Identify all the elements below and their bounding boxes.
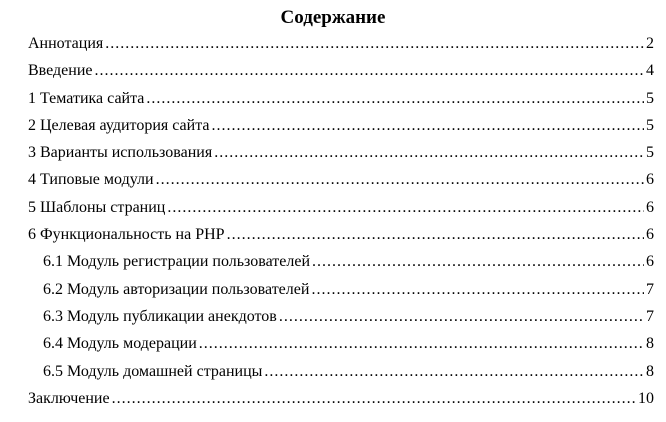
toc-entry-label: 4 Типовые модули	[28, 171, 154, 189]
toc-dot-leader	[279, 303, 644, 330]
toc-list	[28, 30, 654, 412]
toc-dot-leader	[312, 248, 644, 275]
toc-entry-label: 2 Целевая аудитория сайта	[28, 116, 210, 134]
toc-subentry	[28, 276, 654, 303]
toc-dot-leader	[311, 276, 644, 303]
toc-dot-leader	[199, 330, 644, 357]
toc-entry	[28, 385, 654, 412]
toc-subentry	[28, 330, 654, 357]
toc-entry	[28, 166, 654, 193]
toc-entry-page: 6	[646, 226, 654, 244]
toc-dot-leader	[227, 221, 644, 248]
toc-dot-leader	[146, 85, 644, 112]
toc-entry-label: 6 Функциональность на PHP	[28, 226, 225, 244]
toc-entry-page: 8	[646, 335, 654, 353]
toc-entry-label: 6.2 Модуль авторизации пользователей	[43, 280, 310, 298]
toc-entry	[28, 194, 654, 221]
toc-dot-leader	[214, 139, 644, 166]
toc-entry-page: 7	[646, 280, 654, 298]
toc-entry-label: 3 Варианты использования	[28, 144, 213, 162]
toc-subentry	[28, 248, 654, 275]
toc-subentry	[28, 358, 654, 385]
toc-dot-leader	[211, 112, 644, 139]
toc-entry-page: 5	[646, 116, 654, 134]
toc-entry	[28, 221, 654, 248]
toc-entry-page: 10	[638, 389, 654, 407]
toc-entry-page: 8	[646, 362, 654, 380]
toc-entry-page: 6	[646, 198, 654, 216]
toc-entry-label: Заключение	[28, 389, 110, 407]
toc-entry-label: 6.5 Модуль домашней страницы	[43, 362, 263, 380]
toc-entry-label: 6.1 Модуль регистрации пользователей	[43, 253, 311, 271]
toc-entry-label: Аннотация	[28, 35, 104, 52]
toc-dot-leader	[156, 166, 644, 193]
toc-entry-page: 6	[646, 171, 654, 189]
toc-dot-leader	[167, 194, 644, 221]
toc-entry-page: 7	[646, 307, 654, 325]
toc-entry-label: 6.3 Модуль публикации анекдотов	[43, 307, 277, 325]
toc-dot-leader	[112, 385, 636, 412]
toc-dot-leader	[95, 57, 645, 84]
toc-entry	[28, 30, 654, 57]
toc-entry-label: 5 Шаблоны страниц	[28, 198, 166, 216]
toc-dot-leader	[105, 30, 644, 57]
toc-entry-label: 1 Тематика сайта	[28, 89, 145, 107]
toc-entry	[28, 139, 654, 166]
toc-entry	[28, 57, 654, 84]
toc-entry-page: 2	[646, 35, 654, 52]
toc-entry-label: 6.4 Модуль модерации	[43, 335, 197, 353]
toc-entry-page: 6	[646, 253, 654, 271]
toc-entry-page: 4	[646, 62, 654, 80]
toc-entry-label: Введение	[28, 62, 93, 80]
toc-entry-page: 5	[646, 144, 654, 162]
toc-entry	[28, 112, 654, 139]
toc-title: Содержание	[280, 7, 386, 28]
toc-dot-leader	[264, 358, 644, 385]
toc-subentry	[28, 303, 654, 330]
toc-entry-page: 5	[646, 89, 654, 107]
toc-entry	[28, 85, 654, 112]
